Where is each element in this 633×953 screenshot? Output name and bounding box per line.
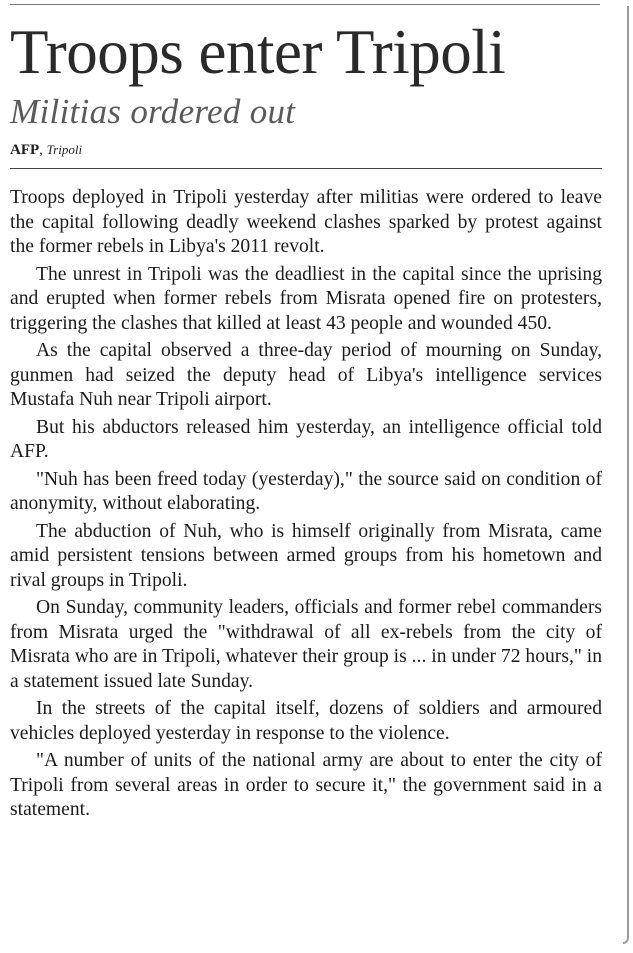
paragraph: In the streets of the capital itself, dozens of soldiers and armoured vehicles deployed yesterday in response to the violence.	[10, 698, 602, 744]
byline	[10, 140, 602, 169]
paragraph: As the capital observed a three-day period of mourning on Sunday, gunmen had seized the deputy head of Libya's intelligence services Mustafa Nuh near Tripoli airport.	[10, 340, 602, 410]
page-edge-border	[623, 6, 629, 944]
byline-dateline: Tripoli	[46, 142, 83, 157]
paragraph: The unrest in Tripoli was the deadliest in the capital since the uprising and erupted when former rebels from Misrata opened fire on protesters, triggering the clashes that killed at least 43 people and wounded 450.	[10, 263, 602, 334]
article-body	[10, 186, 602, 823]
paragraph: But his abductors released him yesterday, an intelligence official told AFP.	[10, 416, 602, 462]
byline-separator: ,	[39, 142, 47, 158]
headline: Troops enter Tripoli	[10, 17, 506, 87]
top-rule	[10, 4, 600, 5]
paragraph: "Nuh has been freed today (yesterday)," the source said on condition of anonymity, without elaborating.	[10, 468, 602, 514]
byline-agency: AFP	[10, 142, 40, 158]
paragraph: Troops deployed in Tripoli yesterday after militias were ordered to leave the capital following deadly weekend clashes sparked by protest against the former rebels in Libya's 2011 revolt.	[10, 187, 602, 257]
paragraph: The abduction of Nuh, who is himself originally from Misrata, came amid persistent tensions between armed groups from his hometown and rival groups in Tripoli.	[10, 520, 602, 591]
paragraph: On Sunday, community leaders, officials and former rebel commanders from Misrata urged the "withdrawal of all ex-rebels from the city of Misrata who are in Tripoli, whatever their group is ... in under 72 hours," in a statement issued late Sunday.	[10, 597, 602, 692]
paragraph: "A number of units of the national army are about to enter the city of Tripoli from several areas in order to secure it," the government said in a statement.	[10, 750, 602, 820]
subheadline: Militias ordered out	[10, 92, 296, 131]
news-article	[10, 14, 602, 826]
